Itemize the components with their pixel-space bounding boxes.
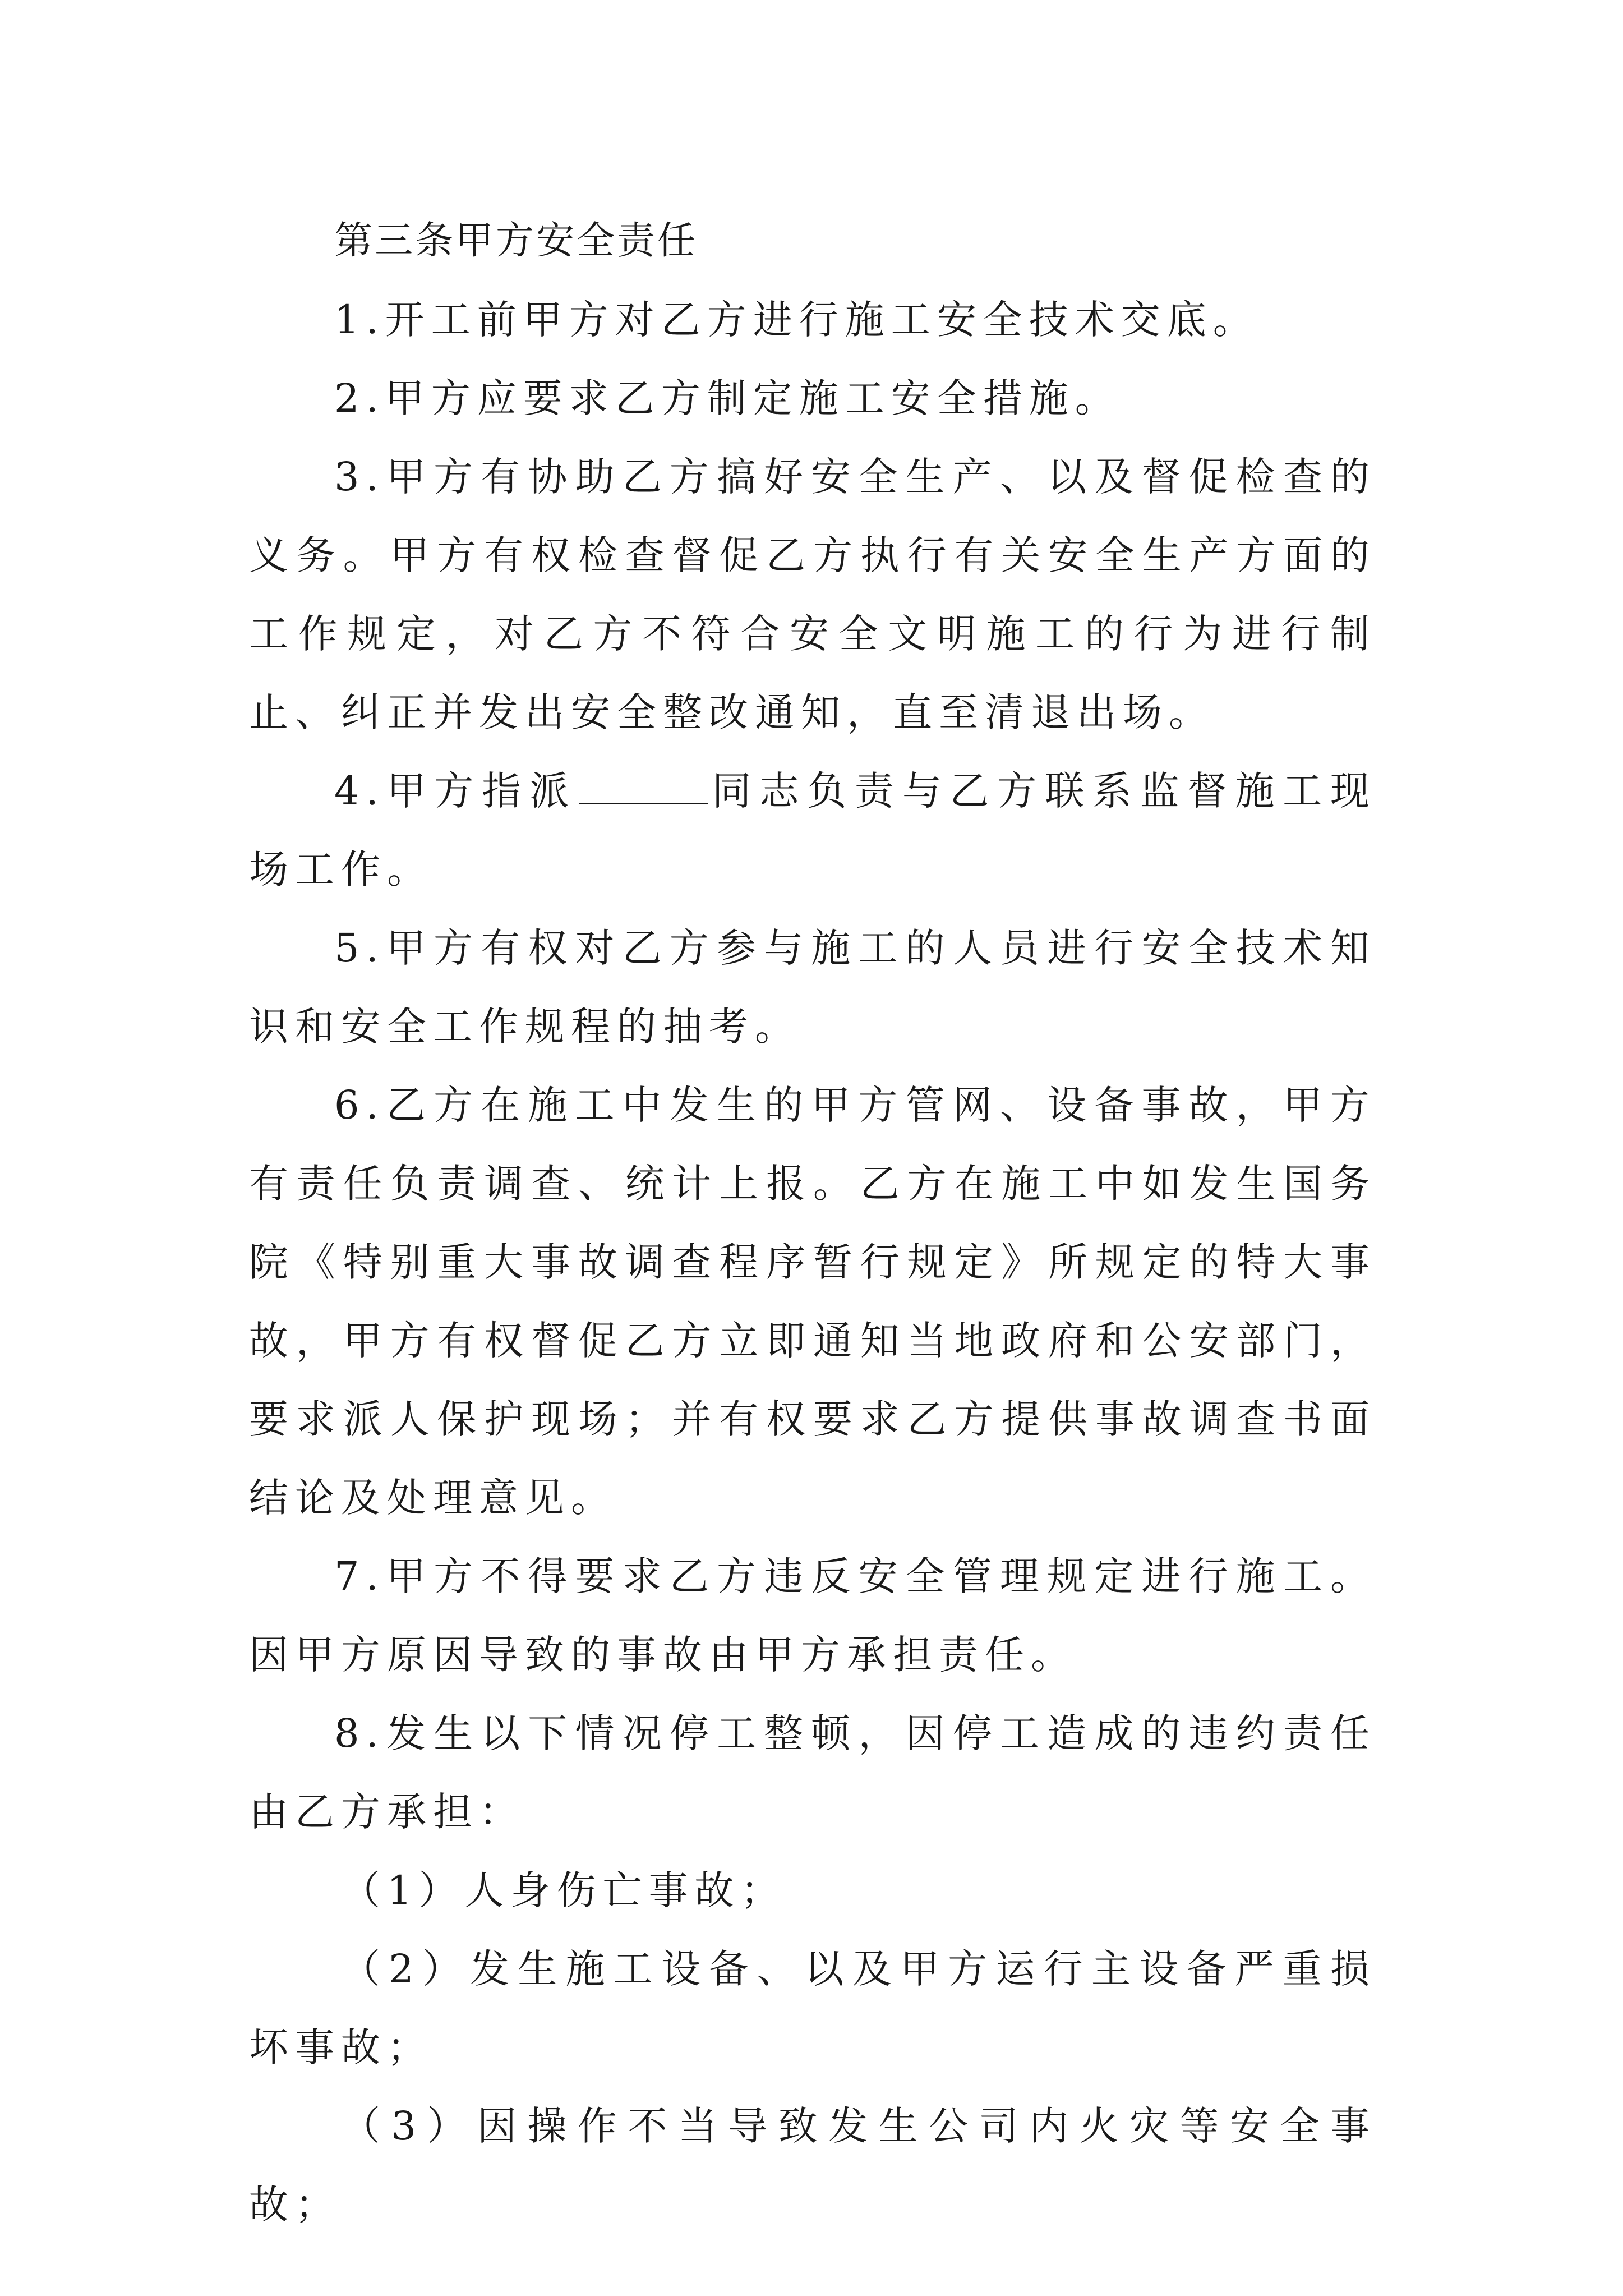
- sub-item-1: （1）人身伤亡事故；: [341, 1867, 787, 1913]
- clause-item-4-before: 4.甲方指派: [334, 768, 577, 814]
- clause-item-4: [249, 752, 1376, 909]
- section-heading: 第三条甲方安全责任: [334, 219, 698, 263]
- document-body: [249, 202, 1376, 2244]
- sub-item-2: （2）发生施工设备、以及甲方运行主设备严重损坏事故；: [249, 1946, 1376, 2070]
- clause-item-4-after: 同志负责与乙方联系监督施工现场工作。: [249, 768, 1376, 892]
- blank-fill-line: [579, 769, 708, 804]
- clause-item-1: 1.开工前甲方对乙方进行施工安全技术交底。: [334, 297, 1259, 343]
- sub-item-3: （3）因操作不当导致发生公司内火灾等安全事故；: [249, 2103, 1376, 2228]
- clause-item-3: 3.甲方有协助乙方搞好安全生产、以及督促检查的义务。甲方有权检查督促乙方执行有关安全生产方面的工作规定，对乙方不符合安全文明施工的行为进行制止、纠正并发出安全整改通知，直至清退出场。: [249, 454, 1376, 735]
- clause-item-2: 2.甲方应要求乙方制定施工安全措施。: [334, 375, 1121, 421]
- clause-item-5: 5.甲方有权对乙方参与施工的人员进行安全技术知识和安全工作规程的抽考。: [249, 925, 1376, 1050]
- clause-item-6: 6.乙方在施工中发生的甲方管网、设备事故，甲方有责任负责调查、统计上报。乙方在施工中如发生国务院《特别重大事故调查程序暂行规定》所规定的特大事故，甲方有权督促乙方立即通知当地政府和公安部门，要求派人保护现场；并有权要求乙方提供事故调查书面结论及处理意见。: [249, 1082, 1376, 1521]
- clause-item-7: 7.甲方不得要求乙方违反安全管理规定进行施工。因甲方原因导致的事故由甲方承担责任。: [249, 1553, 1376, 1678]
- clause-item-8: 8.发生以下情况停工整顿，因停工造成的违约责任由乙方承担：: [249, 1710, 1376, 1835]
